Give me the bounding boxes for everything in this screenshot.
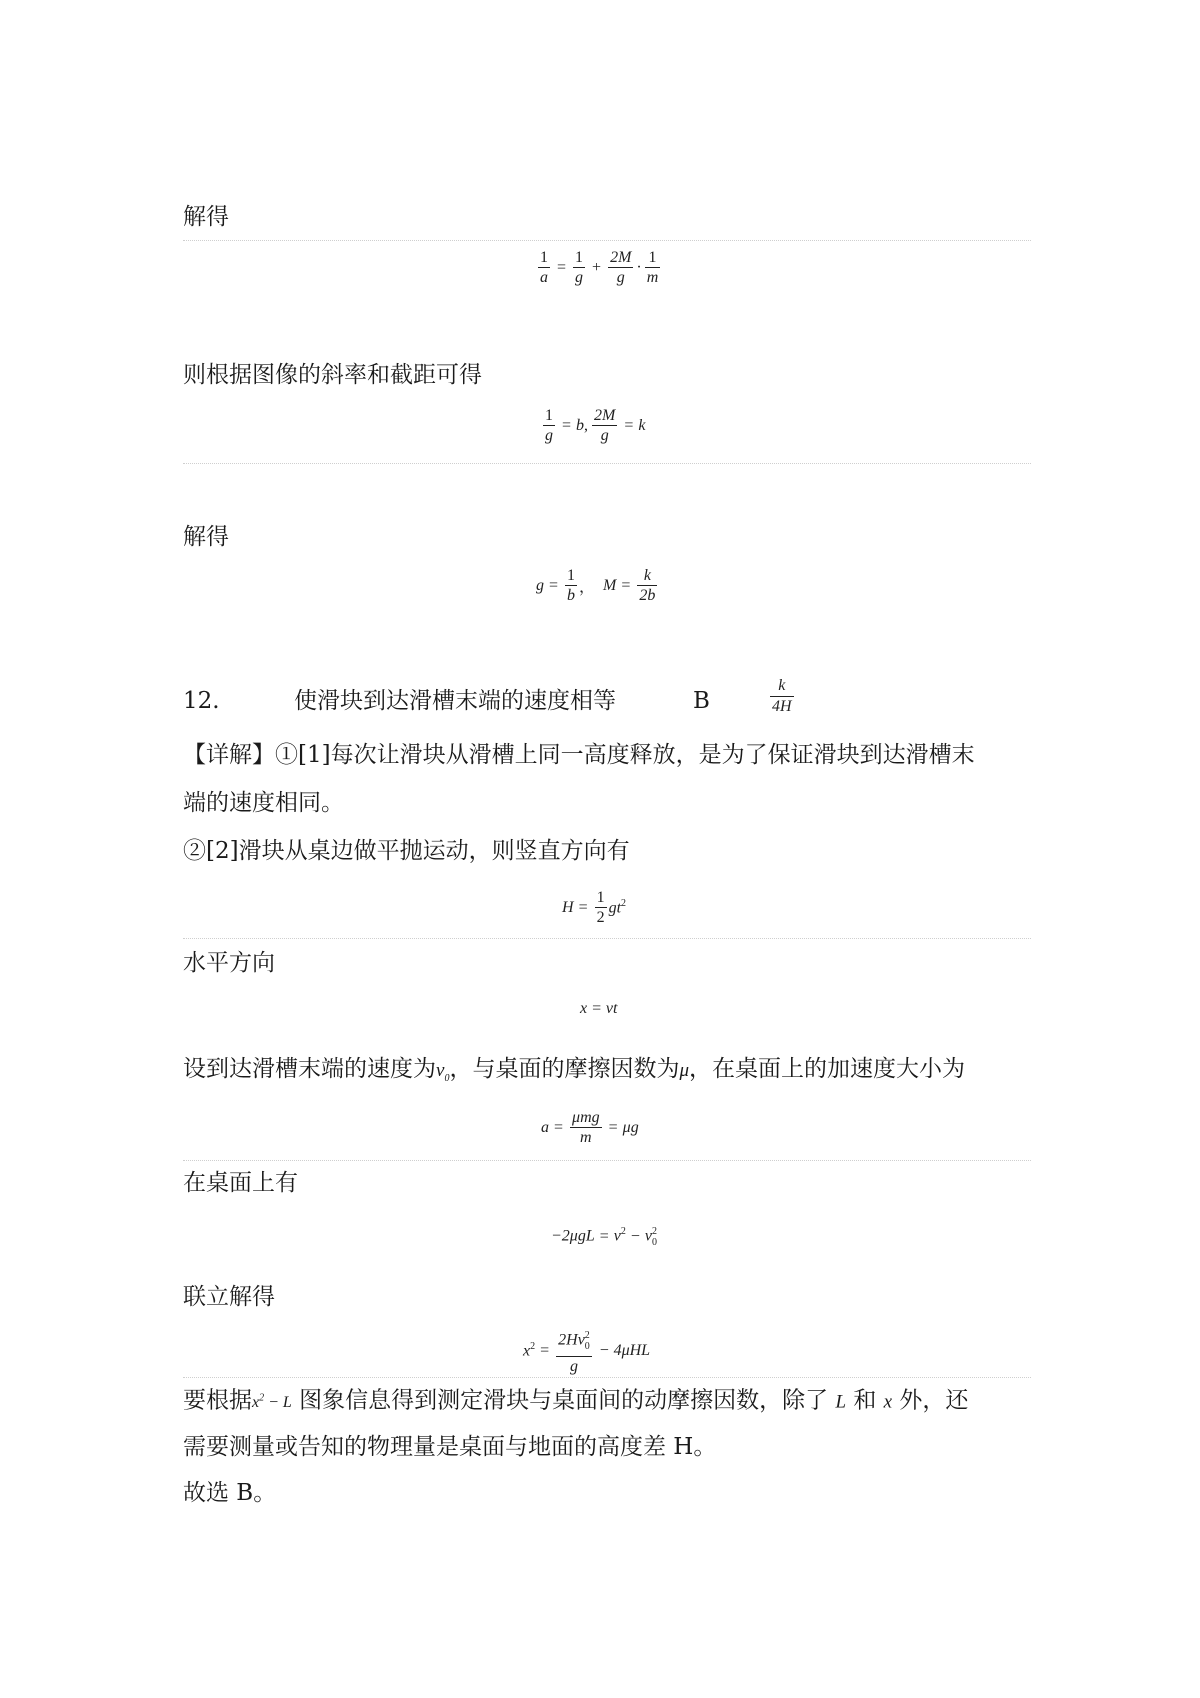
answer-2: B bbox=[693, 688, 710, 714]
symbol-L: L bbox=[835, 1391, 847, 1413]
text-jiede-2: 解得 bbox=[183, 524, 229, 550]
symbol-v0: $v_0$ bbox=[436, 1060, 450, 1084]
text-on-desk: 在桌面上有 bbox=[183, 1170, 298, 1196]
detail-line-3: ②[2]滑块从桌边做平抛运动，则竖直方向有 bbox=[183, 838, 630, 864]
answer-1: 使滑块到达滑槽末端的速度相等 bbox=[294, 688, 616, 714]
question-number-12: 12. bbox=[183, 688, 220, 714]
separator-5 bbox=[183, 1377, 1031, 1378]
equation-3: g = $\frac{1}{b}$ ， M = $\frac{k}{2b}$ bbox=[536, 567, 656, 604]
answer-3-fraction: $\frac{k}{4H}$ bbox=[772, 677, 792, 715]
equation-6: a = $\frac{\text{μmg}}{m}$ = μg bbox=[541, 1109, 639, 1146]
detail-line-2: 端的速度相同。 bbox=[183, 790, 344, 816]
text-choose-b: 故选 B。 bbox=[183, 1480, 277, 1506]
equation-1: $\frac{1}{a}$ = $\frac{1}{g}$ + $\frac{2M}{g}$ · $\frac{1}{m}$ bbox=[540, 249, 659, 286]
symbol-x2-L: $x^2 - L$ bbox=[252, 1393, 292, 1412]
text-jiede-1: 解得 bbox=[183, 204, 229, 230]
equation-7: $-2\mu gL = v^2 - v^2_0$ bbox=[551, 1226, 658, 1248]
text-set-velocity: 设到达滑槽末端的速度为$v_0$，与桌面的摩擦因数为μ，在桌面上的加速度大小为 bbox=[183, 1056, 965, 1084]
text-combine: 联立解得 bbox=[183, 1284, 275, 1310]
text-requirement-line-2: 需要测量或告知的物理量是桌面与地面的高度差 H。 bbox=[183, 1434, 717, 1460]
detail-line-1: 【详解】①[1]每次让滑块从滑槽上同一高度释放，是为了保证滑块到达滑槽末 bbox=[183, 742, 975, 768]
text-horizontal: 水平方向 bbox=[183, 950, 275, 976]
text-requirement-line-1: 要根据$x^2 - L$ 图象信息得到测定滑块与桌面间的动摩擦因数，除了 L 和 x 外，还 bbox=[183, 1387, 969, 1414]
text-slope-intercept: 则根据图像的斜率和截距可得 bbox=[183, 362, 482, 388]
equation-2: $\frac{1}{g}$ = b, $\frac{2M}{g}$ = k bbox=[545, 407, 646, 444]
equation-4: H = $\frac{1}{2}$ $gt^2$ bbox=[562, 889, 627, 926]
separator-4 bbox=[183, 1160, 1031, 1161]
symbol-x: x bbox=[883, 1391, 893, 1413]
separator-3 bbox=[183, 938, 1031, 939]
separator-1 bbox=[183, 240, 1031, 241]
separator-2 bbox=[183, 463, 1031, 464]
symbol-mu: μ bbox=[679, 1060, 689, 1081]
equation-5: x = vt bbox=[580, 1000, 618, 1017]
equation-8: $x^2$ = $\frac{2Hv^2_0}{g}$ − 4μHL bbox=[523, 1326, 655, 1376]
